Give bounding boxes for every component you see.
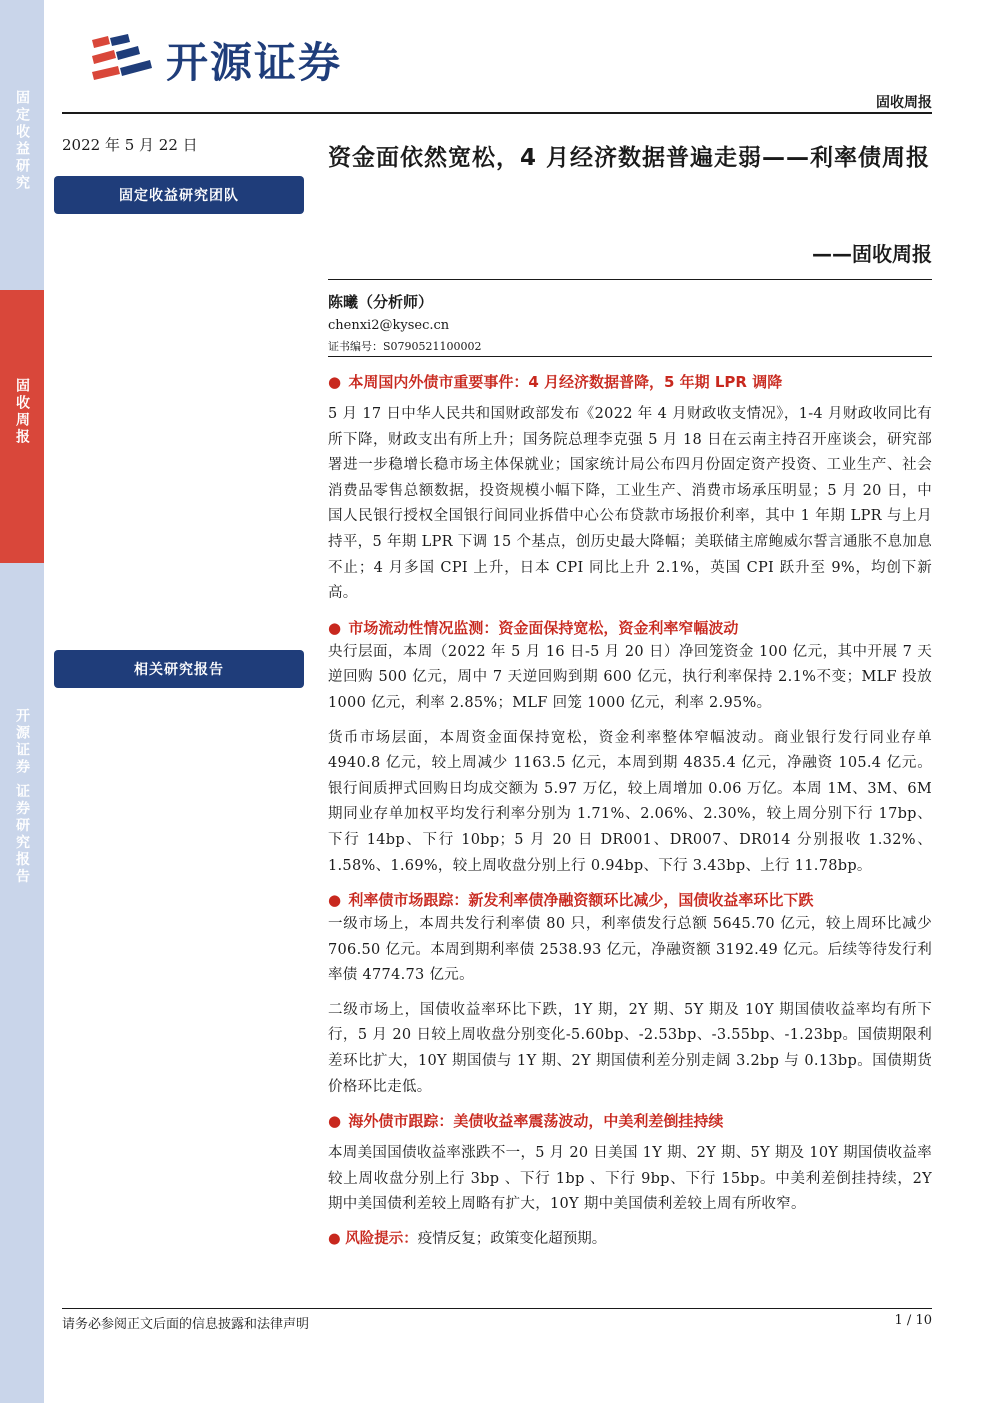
logo-mark-icon: [88, 32, 154, 88]
side-label-top: 固定收益研究: [14, 90, 30, 192]
paragraph-overseas: 本周美国国债收益率涨跌不一，5 月 20 日美国 1Y 期、2Y 期、5Y 期及 10Y 期国债收益率较上周收盘分别上行 3bp 、下行 1bp 、下行 9bp、下行 15bp。中美利差倒挂持续，2Y 期中美国债利差较上周略有扩大，10Y 期中美国债利差较上周有所收窄。: [328, 1145, 932, 1213]
author-name: 陈曦（分析师）: [328, 293, 434, 311]
title-rule: [328, 279, 932, 280]
side-segment-bottom: [0, 563, 44, 1403]
paragraph-secondary-market: 二级市场上，国债收益率环比下跌，1Y 期，2Y 期、5Y 期及 10Y 期国债收益率均有所下行，5 月 20 日较上周收盘分别变化-5.60bp、-2.53bp、-3.55bp、-1.23bp。国债期限利差环比扩大，10Y 期国债与 1Y 期、2Y 期国债利差分别走阔 3.2bp 与 0.13bp。国债期货价格环比走低。: [328, 1001, 932, 1095]
report-body: [328, 370, 932, 1252]
bullet-icon: ●: [328, 373, 342, 391]
paragraph-events: 5 月 17 日中华人民共和国财政部发布《2022 年 4 月财政收支情况》，1-4 月财政收同比有所下降，财政支出有所上升；国务院总理李克强 5 月 18 日在云南主持召开座谈会，研究部署进一步稳增长稳市场主体保就业；国家统计局公布四月份固定资产投资、工业生产、社会消费品零售总额数据，投资规模小幅下降，工业生产、消费市场承压明显；5 月 20 日，中国人民银行授权全国银行间同业拆借中心公布贷款市场报价利率，其中 1 年期 LPR 与上月持平，5 年期 LPR 下调 15 个基点，创历史最大降幅；美联储主席鲍威尔誓言通胀不息加息不止；4 月多国 CPI 上升，日本 CPI 同比上升 2.1%，英国 CPI 跃升至 9%，均创下新高。: [328, 406, 932, 602]
paragraph-money-market: 货币市场层面，本周资金面保持宽松，资金利率整体窄幅波动。商业银行发行同业存单 4940.8 亿元，较上周减少 1163.5 亿元，本周到期 4835.4 亿元，净融资 105.4 亿元。银行间质押式回购日均成交额为 5.97 万亿，较上周增加 0.06 万亿。本周 1M、3M、6M 期同业存单加权平均发行利率分别为 1.71%、2.06%、2.30%，较上周分别下行 17bp、下行 14bp、下行 10bp；5 月 20 日 DR001、DR007、DR014 分别报收 1.32%、1.58%、1.69%，较上周收盘分别上行 0.94bp、下行 3.43bp、上行 11.78bp。: [328, 729, 932, 874]
author-email[interactable]: chenxi2@kysec.cn: [328, 318, 450, 333]
section-head-overseas: ● 海外债市跟踪：美债收益率震荡波动，中美利差倒挂持续: [328, 1112, 724, 1131]
side-label-bottom: 开源证券 证券研究报告: [14, 708, 30, 886]
company-logo: [88, 30, 342, 90]
report-subtitle: ——固收周报: [812, 242, 932, 266]
report-date: 2022 年 5 月 22 日: [62, 136, 198, 154]
bullet-icon: ●: [328, 1112, 342, 1131]
section-head-rates: ● 利率债市场跟踪：新发利率债净融资额环比减少，国债收益率环比下跌: [328, 891, 814, 910]
bullet-icon: ●: [328, 891, 342, 910]
bullet-icon: ●: [328, 1231, 341, 1248]
section-head-liquidity: ● 市场流动性情况监测：资金面保持宽松，资金利率窄幅波动: [328, 618, 739, 637]
related-reports-header: 相关研究报告: [54, 650, 304, 688]
paragraph-primary-market: 一级市场上，本周共发行利率债 80 只，利率债发行总额 5645.70 亿元，较上周环比减少 706.50 亿元。本周到期利率债 2538.93 亿元，净融资额 3192.49 亿元。后续等待发行利率债 4774.73 亿元。: [328, 916, 932, 984]
risk-warning: [328, 1227, 932, 1252]
paragraph-central-bank: 央行层面，本周（2022 年 5 月 16 日-5 月 20 日）净回笼资金 100 亿元，其中开展 7 天逆回购 500 亿元，周中 7 天逆回购到期 600 亿元，执行利率保持 2.1%不变；MLF 投放 1000 亿元，利率 2.85%；MLF 回笼 1000 亿元，利率 2.95%。: [328, 643, 932, 711]
bullet-icon: ●: [328, 618, 342, 637]
report-type-tag: 固收周报: [876, 95, 932, 111]
side-label-middle: 固收周报: [14, 378, 30, 446]
report-title: 资金面依然宽松，4 月经济数据普遍走弱——利率债周报: [328, 145, 931, 171]
side-segment-middle: [0, 290, 44, 563]
risk-label: 风险提示：: [345, 1231, 418, 1248]
team-badge: 固定收益研究团队: [54, 176, 304, 214]
author-rule: [328, 356, 932, 357]
risk-text: 疫情反复；政策变化超预期。: [417, 1231, 607, 1248]
author-cert: 证书编号：S0790521100002: [328, 340, 482, 353]
footer-disclaimer: 请务必参阅正文后面的信息披露和法律声明: [62, 1317, 310, 1332]
header-rule: [62, 112, 932, 114]
side-segment-top: [0, 0, 44, 290]
page-number: 1 / 10: [894, 1313, 932, 1328]
logo-text: 开源证券: [166, 38, 343, 87]
section-head-events: ● 本周国内外债市重要事件：4 月经济数据普降，5 年期 LPR 调降: [328, 373, 783, 391]
footer-rule: [62, 1308, 932, 1309]
